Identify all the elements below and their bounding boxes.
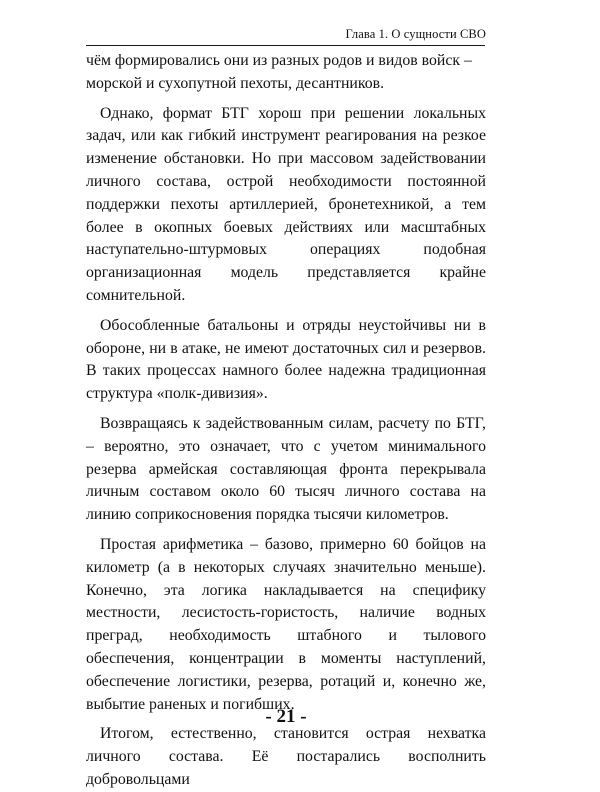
header-rule <box>86 45 485 46</box>
paragraph-continued: чём формировались они из разных родов и видов войск – морской и сухопутной пехоты, десантников. <box>86 52 472 92</box>
page-number: - 21 - <box>265 706 307 727</box>
body-text <box>86 50 486 792</box>
paragraph: Простая арифметика – базово, примерно 60 бойцов на километр (а в некоторых случаях значительно меньше). Конечно, эта логика накладывается на специфику местности, лесистость-гористость, наличие водных преград, необходимость штабного и тылового обеспечения, концентрации в моменты наступлений, обеспечение логистики, резерва, ротаций и, конечно же, выбытие раненых и погибших. <box>86 535 486 713</box>
paragraph: Возвращаясь к задействованным силам, расчету по БТГ, – вероятно, это означает, что с учетом минимального резерва армейская составляющая фронта перекрывала личным составом около 60 тысяч личного состава на линию соприкосновения порядка тысячи километров. <box>86 414 486 524</box>
running-header: Глава 1. О сущности СВО <box>345 27 486 41</box>
paragraph: Итогом, естественно, становится острая нехватка личного состава. Её постарались восполнить добровольцами <box>86 725 486 788</box>
paragraph: Обособленные батальоны и отряды неустойчивы ни в обороне, ни в атаке, не имеют достаточных сил и резервов. В таких процессах намного более надежна традиционная структура «полк-дивизия». <box>86 316 486 403</box>
paragraph: Однако, формат БТГ хорош при решении локальных задач, или как гибкий инструмент реагирования на резкое изменение обстановки. Но при массовом задействовании личного состава, острой необходимости постоянной поддержки пехоты артиллерией, бронетехникой, а тем более в окопных боевых действиях или масштабных наступательно-штурмовых операциях подобная организационная модель представляется крайне сомнительной. <box>86 104 486 304</box>
